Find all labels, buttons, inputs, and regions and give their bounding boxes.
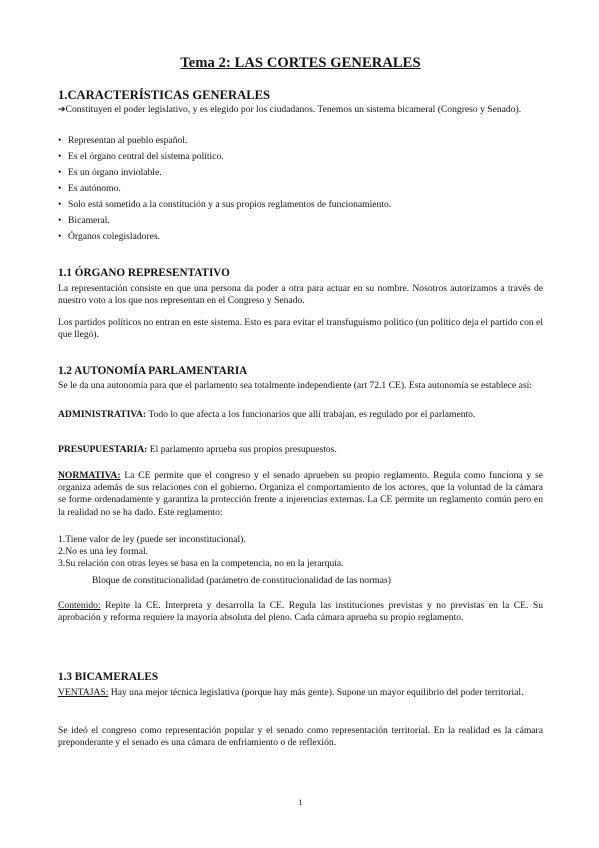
list-item: • Representan al pueblo español. [58, 133, 391, 149]
paragraph: La representación consiste en que una persona da poder a otra para actuar en su nombre. Nosotros autorizamos a través de nuestro voto a los que nos representan en el Congreso y Senado. [58, 283, 543, 307]
term-text: Hay una mejor técnica legislativa (porque hay más gente). Supone un mayor equilibrio del poder territorial. [108, 687, 524, 698]
term-label: VENTAJAS: [58, 687, 109, 698]
paragraph: Los partidos políticos no entran en este sistema. Esto es para evitar el transfuguismo político (un político deja el partido con el que llegó). [58, 317, 543, 341]
term-label: PRESUPUESTARIA: [58, 444, 148, 455]
paragraph-contenido [58, 600, 543, 624]
term-label: Contenido: [58, 600, 101, 611]
term-text: El parlamento aprueba sus propios presupuestos. [147, 444, 337, 455]
page-title: Tema 2: LAS CORTES GENERALES [180, 55, 421, 71]
paragraph: Se le da una autonomía para que el parlamento sea totalmente independiente (art 72.1 CE). Esta autonomía se establece así: [58, 380, 532, 391]
section-heading-autonomia: 1.2 AUTONOMÍA PARLAMENTARIA [58, 365, 248, 377]
term-text: Repite la CE. Interpreta y desarrolla la CE. Regula las instituciones previstas y no previstas en la CE. Su aprobación y reforma requiere la mayoría absoluta del pleno. Cada cámara aprueba su propio reglamento. [58, 600, 543, 624]
list-item: 3.Su relación con otras leyes se basa en la competencia, no en la jerarquía. [58, 558, 344, 570]
paragraph-administrativa [58, 409, 543, 421]
arrow-icon: ➔ [58, 105, 66, 115]
paragraph-ventajas [58, 687, 543, 699]
list-item: • Es el órgano central del sistema político. [58, 149, 391, 165]
term-text: La CE permite que el congreso y el senado aprueben su propio reglamento. Regula como funciona y se organiza además de sus relaciones con el gobierno. Organiza el comportamiento de los actores, que la voluntad de la cámara se forme ordenadamente y garantiza la protección frente a injerencias externas. La CE permite un reglamento común pero en la realidad no se ha dado. Este reglamento: [58, 470, 543, 518]
section-heading-caracteristicas: 1.CARACTERÍSTICAS GENERALES [58, 88, 271, 102]
reglamento-list [58, 534, 344, 571]
list-item: • Órganos colegisladores. [58, 229, 391, 245]
characteristics-list [58, 133, 391, 245]
list-item: • Es un órgano inviolable. [58, 165, 391, 181]
section-heading-bicamerales: 1.3 BICAMERALES [58, 671, 159, 683]
section-intro-paragraph [58, 104, 543, 116]
intro-text: Constituyen el poder legislativo, y es elegido por los ciudadanos. Tenemos un sistema bicameral (Congreso y Senado). [65, 104, 522, 115]
paragraph-normativa [58, 470, 543, 519]
list-item: • Solo está sometido a la constitución y a sus propios reglamentos de funcionamiento. [58, 197, 391, 213]
list-item: • Es autónomo. [58, 181, 391, 197]
section-heading-organo-representativo: 1.1 ÓRGANO REPRESENTATIVO [58, 267, 230, 279]
list-item: • Bicameral. [58, 213, 391, 229]
term-text: Todo lo que afecta a los funcionarios que allí trabajan, es regulado por el parlamento. [146, 409, 476, 420]
paragraph-presupuestaria [58, 444, 543, 456]
term-label: ADMINISTRATIVA: [58, 409, 147, 420]
list-item: 2.No es una ley formal. [58, 546, 149, 558]
page-number: 1 [298, 797, 303, 807]
list-item: 1.Tiene valor de ley (puede ser inconstitucional). [58, 534, 246, 545]
paragraph: Se ideó el congreso como representación popular y el senado como representación territorial. En la realidad es la cámara preponderante y el senado es una cámara de enfriamiento o de reflexión. [58, 725, 543, 749]
term-label: NORMATIVA: [58, 470, 121, 481]
bloque-line: Bloque de constitucionalidad (parámetro de constitucionalidad de las normas) [92, 575, 391, 586]
